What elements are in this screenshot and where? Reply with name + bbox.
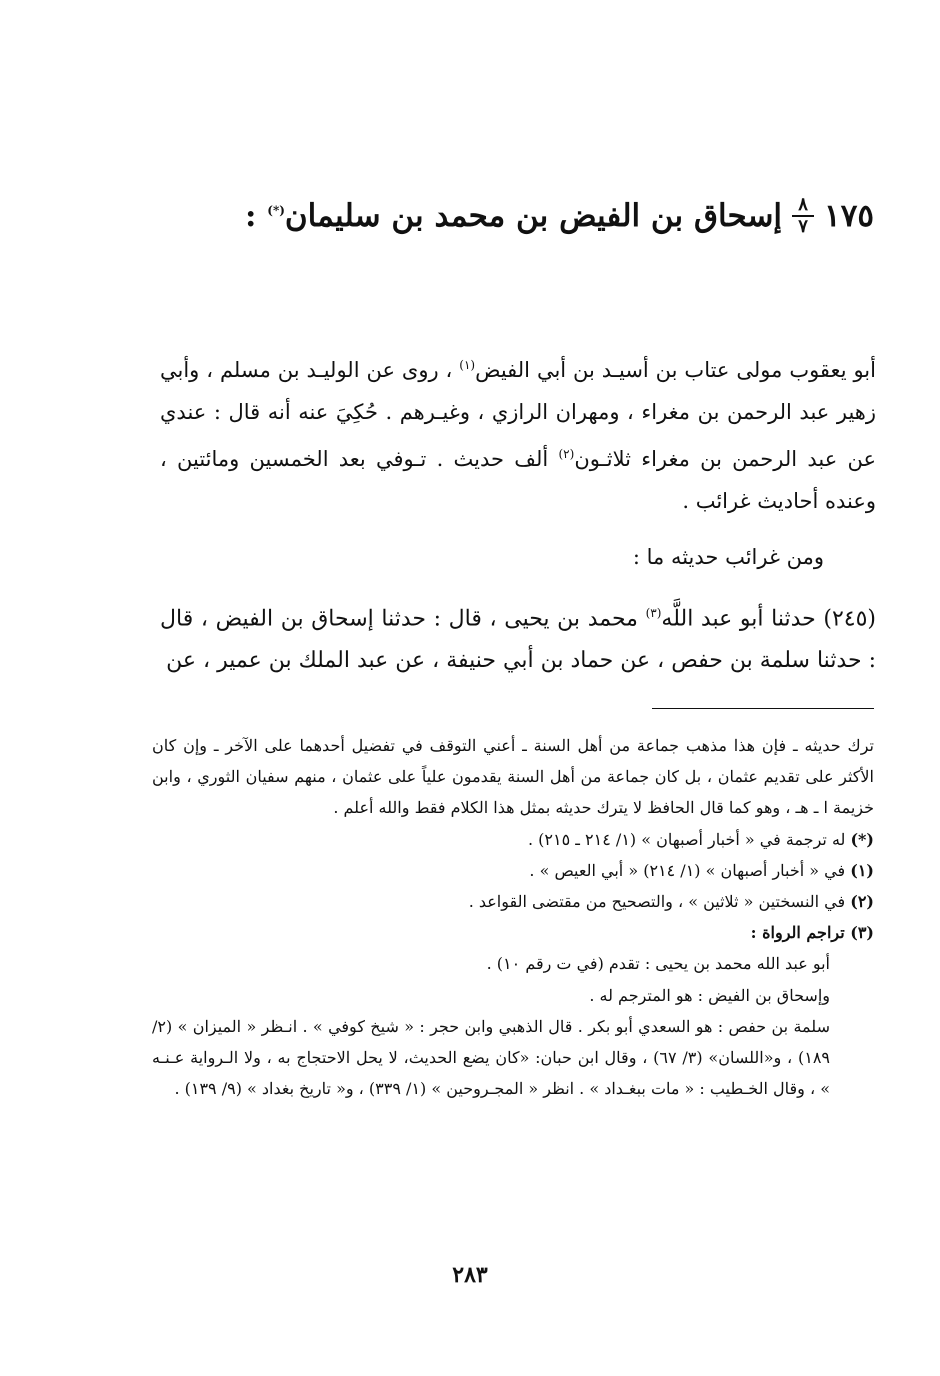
bio-text-3: ألف حديث . تـوفي بعد الخمسين ومائتين ، وعنده أحاديث غرائب .: [160, 447, 876, 513]
footnote-ref-1: (١): [459, 358, 476, 372]
subheading: ومن غرائب حديثه ما :: [632, 545, 824, 569]
entry-number: ١٧٥: [824, 198, 874, 234]
footnote-star: [152, 824, 874, 855]
footnote-3: [152, 917, 874, 948]
footnote-carryover: ترك حديثه ـ فإن هذا مذهب جماعة من أهل السنة ـ أعني التوقف في تفضيل أحدهما على الآخر ـ وإن كان الأكثر على تقديم عثمان ، بل كان جماعة من أهل السنة يقدمون علياً على عثمان ، منهم سفيان الثوري ، وابن خزيمة ا ـ هـ ، وهو كما قال الحافظ لا يترك حديثه بمثل هذا الكلام فقط والله أعلم .: [152, 736, 874, 818]
narrator-3: سلمة بن حفص : هو السعدي أبو بكر . قال الذهبي وابن حجر : « شيخ كوفي » . انـظر « الميزان » (٢/ ١٨٩) ، و«اللسان» (٣/ ٦٧) ، وقال ابن حبان: «كان يضع الحديث، لا يحل الاحتجاج به ، ولا الـرواية عـنـه » ، وقال الخـطيب : « مات ببغـداد » . انظر « المجـروحين » (١/ ٣٣٩) ، و« تاريخ بغداد » (٩/ ١٣٩) .: [152, 1016, 831, 1099]
entry-name-text: إسحاق بن الفيض بن محمد بن سليمان: [284, 198, 783, 234]
fraction-numerator: ٨: [798, 194, 808, 215]
page-number: ٢٨٣: [452, 1262, 488, 1288]
footnote-2-label: (٢): [850, 892, 874, 912]
footnote-2: [152, 886, 874, 917]
footnote-star-label: (*): [850, 829, 874, 849]
hadith-text-2: محمد بن يحيى ، قال : حدثنا إسحاق بن الفيض ، قال : حدثنا سلمة بن حفص ، عن حماد بن أبي حنيفة ، عن عبد الملك بن عمير ، عن: [160, 606, 876, 674]
footnote-3-label: (٣): [850, 923, 874, 943]
footnotes: [152, 730, 874, 1104]
entry-fraction: [792, 196, 814, 236]
footnote-1: [152, 855, 874, 886]
entry-name: [245, 198, 782, 234]
footnote-divider: [652, 708, 874, 709]
footnote-2-text: في النسختين « ثلاثين » ، والتصحيح من مقتضى القواعد .: [468, 892, 851, 912]
biography-paragraph: [160, 344, 876, 522]
footnote-1-text: في « أخبار أصبهان » (١/ ٢١٤) « أبي العيص » .: [529, 860, 851, 880]
bio-text-2: ، روى عن الوليـد بن مسلم ، وأبي زهير عبد الرحمن بن مغراء ، ومهران الرازي ، وغيـرهم . حُكِيَ عنه أنه قال : عندي عن عبد الرحمن بن مغراء ثلاثـون: [160, 358, 876, 471]
entry-tail: :: [245, 198, 268, 234]
fraction-denominator: ٧: [798, 216, 808, 237]
narrator-1: أبو عبد الله محمد بن يحيى : تقدم (في ت رقم ١٠) .: [486, 954, 830, 974]
footnote-1-label: (١): [850, 860, 874, 880]
footnote-ref-2: (٢): [558, 447, 575, 461]
entry-ref-mark: (*): [267, 203, 285, 218]
narrator-2: وإسحاق بن الفيض : هو المترجم له .: [589, 985, 830, 1005]
footnote-3-heading: تراجم الرواة :: [750, 923, 851, 943]
hadith-text-1: (٢٤٥) حدثنا أبو عبد اللَّه: [661, 606, 876, 632]
bio-text-1: أبو يعقوب مولى عتاب بن أسيـد بن أبي الفيض: [475, 358, 876, 382]
hadith-paragraph: [160, 592, 876, 682]
footnote-star-text: له ترجمة في « أخبار أصبهان » (١/ ٢١٤ ـ ٢١٥) .: [527, 829, 851, 849]
footnote-ref-3: (٣): [645, 606, 662, 620]
entry-heading: [245, 196, 874, 236]
main-text: [160, 344, 876, 682]
